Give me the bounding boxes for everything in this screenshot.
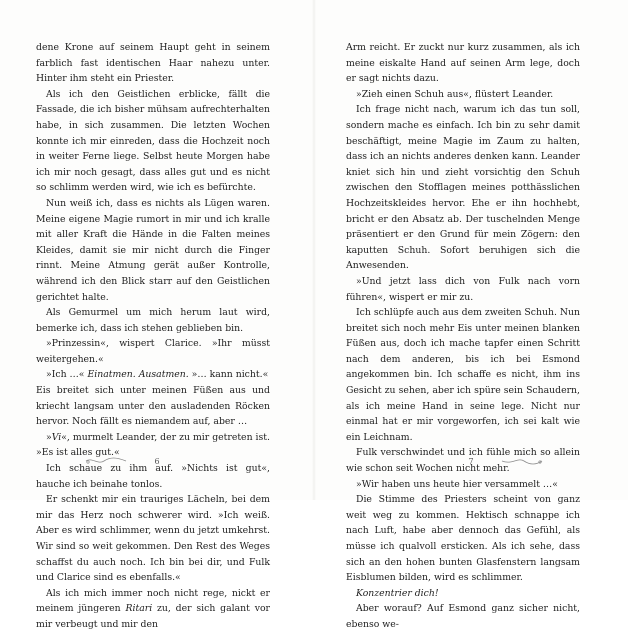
paragraph-text: Ich schaue zu ihm auf. »Nichts ist gut«, hauche ich beinahe tonlos.	[36, 463, 270, 490]
paragraph	[346, 274, 580, 305]
swirl-ornament-icon	[500, 456, 544, 466]
paragraph	[36, 305, 270, 336]
paragraph-text: Nun weiß ich, dass es nichts als Lügen waren. Meine eigene Magie rumort in mir und ich kralle mit aller Kraft die Hände in die Falten meines Kleides, damit sie mir nicht durch die Finger rinnt. Meine Atmung gerät außer Kontrolle, während ich den Blick starr auf den Geistlichen gerichtet halte.	[36, 197, 270, 303]
paragraph-text: »… kann nicht.«	[188, 369, 269, 381]
paragraph-text: »Zieh einen Schuh aus«, flüstert Leander.	[356, 88, 554, 100]
paragraph-text: Als ich den Geistlichen erblicke, fällt die Fassade, die ich bisher mühsam aufrechterhalten habe, in sich zusammen. Die letzten Wochen konnte ich mir einreden, dass die Hochzeit noch in weiter Ferne liege. Selbst heute Morgen habe ich mir noch gesagt, dass alles gut und es nicht so schlimm werden wird, wie ich es befürchte.	[36, 88, 270, 194]
left-page-footer	[0, 456, 314, 466]
page-number-left: 6	[154, 456, 160, 466]
paragraph-text: Eis breitet sich unter meinen Füßen aus und kriecht langsam unter den ausladenden Röcken hervor. Noch fällt es niemandem auf, aber …	[36, 385, 270, 428]
italic-text: Ritari	[125, 603, 153, 615]
left-page	[0, 0, 314, 630]
paragraph-text: »Ich …«	[46, 369, 88, 381]
paragraph-text: dene Krone auf seinem Haupt geht in seinem farblich fast identischen Haar nahezu unter. Hinter ihm steht ein Priester.	[36, 42, 270, 85]
paragraph	[346, 601, 580, 632]
paragraph	[36, 87, 270, 196]
paragraph-text: «, murmelt Leander, der zu mir getreten ist. »Es ist alles gut.«	[36, 431, 270, 459]
paragraph	[36, 336, 270, 367]
italic-text: Vi	[51, 431, 62, 443]
paragraph-text: Die Stimme des Priesters scheint von ganz weit weg zu kommen. Hektisch schnappe ich nach Luft, habe aber dennoch das Gefühl, als müsse ich qualvoll ersticken. Als ich sehe, dass sich an den hohen bunten Glasfenstern langsam Eisblumen bilden, wird es schlimmer.	[346, 494, 580, 584]
left-page-text	[36, 40, 270, 633]
paragraph	[346, 87, 580, 103]
paragraph-text: »	[46, 431, 52, 443]
right-page-text	[346, 40, 580, 633]
right-page	[314, 0, 628, 630]
paragraph-text: Als ich mich immer noch nicht rege, nickt er meinem jüngeren	[36, 587, 270, 615]
paragraph-text: Er schenkt mir ein trauriges Lächeln, bei dem mir das Herz noch schwerer wird. »Ich weiß. Aber es wird schlimmer, wenn du jetzt umkehrst. Wir sind so weit gekommen. Den Rest des Weges schaffst du auch noch. Ich bin bei dir, und Fulk und Clarice sind es ebenfalls.«	[36, 494, 270, 584]
paragraph	[36, 196, 270, 305]
paragraph	[346, 586, 580, 602]
paragraph-text: »Prinzessin«, wispert Clarice. »Ihr müsst weitergehen.«	[36, 338, 270, 365]
paragraph	[346, 477, 580, 493]
paragraph-text: »Und jetzt lass dich von Fulk nach vorn führen«, wispert er mir zu.	[346, 275, 580, 303]
paragraph-text: Fulk verschwindet und ich fühle mich so allein wie schon seit Wochen nicht mehr.	[346, 447, 580, 475]
paragraph	[346, 40, 580, 87]
paragraph	[36, 492, 270, 586]
paragraph	[346, 492, 580, 586]
paragraph	[36, 367, 270, 383]
paragraph-text: Aber worauf? Auf Esmond ganz sicher nicht, ebenso we-	[346, 603, 580, 630]
paragraph-text: Arm reicht. Er zuckt nur kurz zusammen, als ich meine eiskalte Hand auf seinen Arm lege, doch er sagt nichts dazu.	[346, 42, 580, 85]
paragraph	[36, 383, 270, 430]
paragraph	[346, 102, 580, 274]
paragraph	[346, 305, 580, 445]
italic-text: Konzentrier dich!	[356, 587, 439, 599]
paragraph	[36, 40, 270, 87]
italic-text: Einatmen. Ausatmen.	[87, 369, 189, 381]
swirl-ornament-icon	[84, 456, 128, 466]
paragraph-text: Ich frage nicht nach, warum ich das tun soll, sondern mache es einfach. Ich bin zu sehr damit beschäftigt, meine Magie im Zaum zu halten, dass ich an nichts anderes denken kann. Leander kniet sich hin und zieht vorsichtig den Schuh zwischen den Stofflagen meines potthässlichen Hochzeitskleides hervor. Ehe er ihn hochhebt, bricht er den Absatz ab. Der tuschelnden Menge präsentiert er den Grund für mein Zögern: den kaputten Schuh. Sofort beruhigen sich die Anwesenden.	[346, 104, 580, 272]
paragraph-text: Ich schlüpfe auch aus dem zweiten Schuh. Nun breitet sich noch mehr Eis unter meinen blanken Füßen aus, doch ich mache tapfer einen Schritt nach dem anderen, bis ich bei Esmond angekommen bin. Ich schaffe es nicht, ihm ins Gesicht zu sehen, aber ich spüre sein Schaudern, als ich meine Hand in seine lege. Nicht nur einmal hat er mir vorgeworfen, ich sei kalt wie ein Leichnam.	[346, 307, 580, 443]
paragraph	[36, 586, 270, 633]
right-page-footer	[314, 456, 628, 466]
page-number-right: 7	[468, 456, 474, 466]
paragraph-text: Als Gemurmel um mich herum laut wird, bemerke ich, dass ich stehen geblieben bin.	[36, 307, 270, 334]
paragraph-text: »Wir haben uns heute hier versammelt …«	[356, 478, 558, 490]
paragraph-text: zu, der sich galant vor mir verbeugt und mir den	[36, 603, 270, 630]
